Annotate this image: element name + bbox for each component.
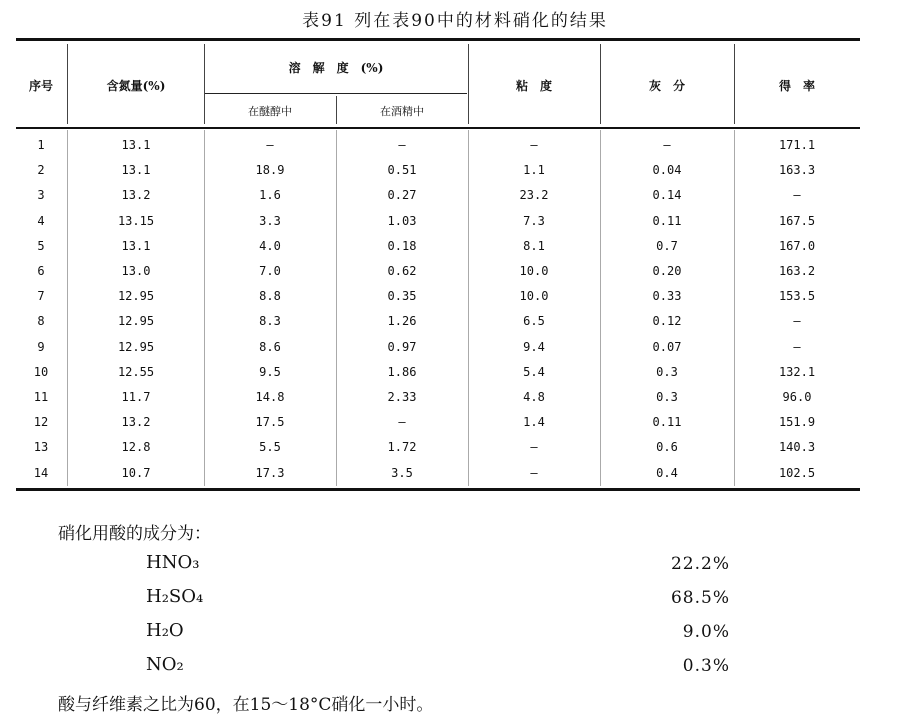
- cell-nitrogen-content: 12.55: [117, 365, 155, 379]
- cell-row-no: 1: [37, 138, 45, 152]
- acid-component-value: 0.3%: [682, 656, 730, 676]
- cell-row-no: 5: [37, 239, 45, 253]
- acid-component-name: NO₂: [146, 654, 184, 675]
- nitration-condition-note: 酸与纤维素之比为60，在15～18°C硝化一小时。: [58, 695, 434, 715]
- cell-viscosity: 6.5: [523, 314, 545, 328]
- table-header-rule: [16, 127, 860, 129]
- cell-yield: 132.1: [778, 365, 816, 379]
- header-no: 序号: [28, 79, 54, 93]
- cell-row-no: 2: [37, 163, 45, 177]
- cell-nitrogen-content: 12.8: [121, 440, 151, 454]
- cell-viscosity: 5.4: [523, 365, 545, 379]
- column-divider: [67, 130, 68, 486]
- cell-solubility-alcohol: 0.97: [387, 340, 417, 354]
- cell-solubility-ether-alcohol: 18.9: [255, 163, 285, 177]
- cell-yield: —: [793, 314, 801, 328]
- column-divider: [468, 130, 469, 486]
- table-bottom-rule: [16, 488, 860, 491]
- cell-yield: 151.9: [778, 415, 816, 429]
- header-ash: 灰 分: [648, 79, 686, 93]
- cell-solubility-ether-alcohol: 3.3: [259, 214, 281, 228]
- cell-viscosity: 23.2: [519, 188, 549, 202]
- cell-ash-content: 0.33: [652, 289, 682, 303]
- acid-component-value: 68.5%: [670, 588, 730, 608]
- cell-nitrogen-content: 12.95: [117, 289, 155, 303]
- cell-nitrogen-content: 13.1: [121, 138, 151, 152]
- cell-solubility-ether-alcohol: —: [266, 138, 274, 152]
- cell-solubility-ether-alcohol: 5.5: [259, 440, 281, 454]
- cell-yield: 153.5: [778, 289, 816, 303]
- header-alcohol: 在酒精中: [380, 105, 424, 118]
- cell-ash-content: 0.12: [652, 314, 682, 328]
- cell-solubility-alcohol: 0.18: [387, 239, 417, 253]
- cell-nitrogen-content: 13.0: [121, 264, 151, 278]
- cell-solubility-ether-alcohol: 8.3: [259, 314, 281, 328]
- header-divider: [600, 44, 601, 124]
- cell-ash-content: 0.6: [656, 440, 678, 454]
- cell-ash-content: 0.14: [652, 188, 682, 202]
- cell-nitrogen-content: 12.95: [117, 314, 155, 328]
- cell-row-no: 11: [33, 390, 49, 404]
- header-divider: [67, 44, 68, 124]
- cell-viscosity: 10.0: [519, 289, 549, 303]
- cell-viscosity: —: [530, 138, 538, 152]
- cell-solubility-alcohol: 0.27: [387, 188, 417, 202]
- header-viscosity: 粘 度: [515, 79, 553, 93]
- cell-viscosity: 8.1: [523, 239, 545, 253]
- cell-viscosity: 1.1: [523, 163, 545, 177]
- cell-ash-content: 0.4: [656, 466, 678, 480]
- cell-solubility-ether-alcohol: 7.0: [259, 264, 281, 278]
- cell-viscosity: 1.4: [523, 415, 545, 429]
- cell-row-no: 14: [33, 466, 49, 480]
- cell-nitrogen-content: 13.15: [117, 214, 155, 228]
- cell-solubility-alcohol: 0.62: [387, 264, 417, 278]
- cell-nitrogen-content: 10.7: [121, 466, 151, 480]
- cell-solubility-ether-alcohol: 17.5: [255, 415, 285, 429]
- cell-yield: —: [793, 188, 801, 202]
- cell-row-no: 8: [37, 314, 45, 328]
- cell-solubility-alcohol: 1.72: [387, 440, 417, 454]
- cell-solubility-ether-alcohol: 17.3: [255, 466, 285, 480]
- acid-composition-title: 硝化用酸的成分为：: [58, 524, 211, 544]
- cell-row-no: 12: [33, 415, 49, 429]
- cell-solubility-alcohol: 0.51: [387, 163, 417, 177]
- cell-row-no: 4: [37, 214, 45, 228]
- header-divider: [734, 44, 735, 124]
- cell-viscosity: 9.4: [523, 340, 545, 354]
- cell-solubility-ether-alcohol: 8.8: [259, 289, 281, 303]
- cell-viscosity: 4.8: [523, 390, 545, 404]
- cell-yield: 167.5: [778, 214, 816, 228]
- cell-solubility-alcohol: —: [398, 415, 406, 429]
- acid-component-name: H₂SO₄: [146, 586, 204, 607]
- header-ether-alcohol: 在醚醇中: [248, 105, 292, 118]
- acid-component-value: 22.2%: [670, 554, 730, 574]
- acid-component-name: H₂O: [146, 620, 184, 641]
- table-top-rule: [16, 38, 860, 41]
- cell-ash-content: 0.11: [652, 214, 682, 228]
- cell-ash-content: 0.3: [656, 390, 678, 404]
- cell-ash-content: 0.3: [656, 365, 678, 379]
- cell-row-no: 9: [37, 340, 45, 354]
- cell-yield: 140.3: [778, 440, 816, 454]
- cell-yield: 102.5: [778, 466, 816, 480]
- cell-solubility-alcohol: 3.5: [391, 466, 413, 480]
- cell-row-no: 7: [37, 289, 45, 303]
- cell-solubility-alcohol: —: [398, 138, 406, 152]
- cell-solubility-ether-alcohol: 14.8: [255, 390, 285, 404]
- header-solubility: 溶 解 度 (%): [288, 61, 384, 75]
- cell-ash-content: 0.04: [652, 163, 682, 177]
- column-divider: [600, 130, 601, 486]
- cell-solubility-ether-alcohol: 1.6: [259, 188, 281, 202]
- cell-yield: 171.1: [778, 138, 816, 152]
- cell-viscosity: 10.0: [519, 264, 549, 278]
- cell-nitrogen-content: 13.1: [121, 239, 151, 253]
- column-divider: [336, 130, 337, 486]
- cell-solubility-ether-alcohol: 8.6: [259, 340, 281, 354]
- cell-nitrogen-content: 13.2: [121, 188, 151, 202]
- cell-row-no: 10: [33, 365, 49, 379]
- cell-solubility-ether-alcohol: 4.0: [259, 239, 281, 253]
- cell-ash-content: 0.07: [652, 340, 682, 354]
- cell-yield: 163.2: [778, 264, 816, 278]
- cell-nitrogen-content: 13.2: [121, 415, 151, 429]
- table-title: 表91 列在表90中的材料硝化的结果: [302, 11, 608, 31]
- cell-ash-content: —: [663, 138, 671, 152]
- cell-row-no: 13: [33, 440, 49, 454]
- acid-component-value: 9.0%: [682, 622, 730, 642]
- header-divider: [204, 44, 205, 124]
- cell-row-no: 3: [37, 188, 45, 202]
- acid-component-name: HNO₃: [146, 552, 200, 573]
- cell-viscosity: —: [530, 440, 538, 454]
- cell-solubility-alcohol: 1.03: [387, 214, 417, 228]
- cell-solubility-alcohol: 0.35: [387, 289, 417, 303]
- cell-yield: —: [793, 340, 801, 354]
- header-divider: [468, 44, 469, 124]
- solubility-subheader-rule: [205, 93, 467, 94]
- header-divider: [336, 96, 337, 124]
- cell-solubility-ether-alcohol: 9.5: [259, 365, 281, 379]
- cell-viscosity: —: [530, 466, 538, 480]
- cell-viscosity: 7.3: [523, 214, 545, 228]
- cell-ash-content: 0.11: [652, 415, 682, 429]
- cell-nitrogen-content: 13.1: [121, 163, 151, 177]
- cell-ash-content: 0.7: [656, 239, 678, 253]
- cell-yield: 167.0: [778, 239, 816, 253]
- header-nitrogen: 含氮量(%): [106, 79, 166, 93]
- cell-solubility-alcohol: 1.86: [387, 365, 417, 379]
- header-yield: 得 率: [778, 79, 816, 93]
- cell-yield: 163.3: [778, 163, 816, 177]
- cell-solubility-alcohol: 1.26: [387, 314, 417, 328]
- cell-row-no: 6: [37, 264, 45, 278]
- cell-yield: 96.0: [782, 390, 812, 404]
- cell-ash-content: 0.20: [652, 264, 682, 278]
- cell-nitrogen-content: 11.7: [121, 390, 151, 404]
- column-divider: [734, 130, 735, 486]
- cell-solubility-alcohol: 2.33: [387, 390, 417, 404]
- column-divider: [204, 130, 205, 486]
- cell-nitrogen-content: 12.95: [117, 340, 155, 354]
